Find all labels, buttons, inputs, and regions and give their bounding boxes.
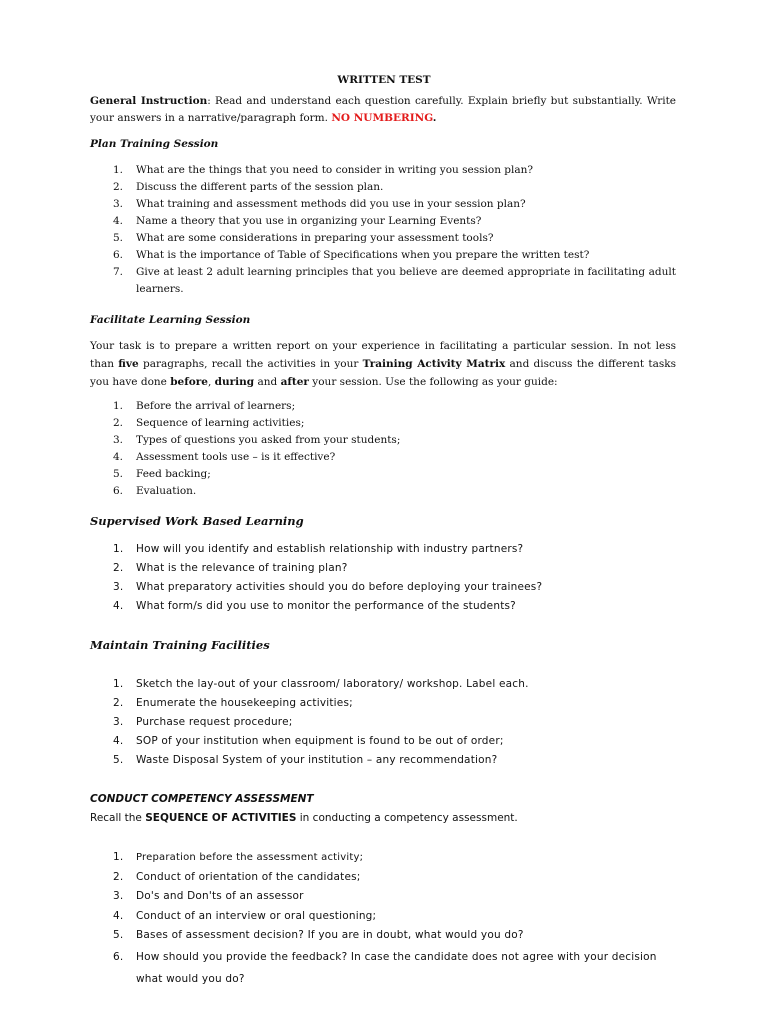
list-item: 2. Enumerate the housekeeping activities; xyxy=(113,697,353,709)
list-item: 4. SOP of your institution when equipment is found to be out of order; xyxy=(113,735,504,747)
list-item: 5. Feed backing; xyxy=(113,468,211,480)
list-item: 1. Preparation before the assessment activity; xyxy=(113,851,364,863)
list-supervised-work xyxy=(90,540,676,616)
section-heading-facilitate-learning: Facilitate Learning Session xyxy=(90,314,251,326)
list-item: 1. How will you identify and establish relationship with industry partners? xyxy=(113,543,524,555)
list-item: 6. Evaluation. xyxy=(113,485,197,497)
list-item: 2. Sequence of learning activities; xyxy=(113,417,305,429)
general-instruction-label: General Instruction xyxy=(90,95,208,107)
list-item: 3. What training and assessment methods did you use in your session plan? xyxy=(113,198,526,210)
section-heading-plan-training: Plan Training Session xyxy=(90,138,219,150)
list-item: 2. What is the relevance of training plan? xyxy=(113,562,348,574)
no-numbering-emphasis: NO NUMBERING xyxy=(331,112,433,124)
list-item: 4. Conduct of an interview or oral questioning; xyxy=(113,909,377,922)
list-item: 3. What preparatory activities should you do before deploying your trainees? xyxy=(113,581,543,593)
list-item: 5. Waste Disposal System of your institution – any recommendation? xyxy=(113,754,498,766)
list-item: 2. Conduct of orientation of the candidates; xyxy=(113,870,361,883)
list-item: 2. Discuss the different parts of the session plan. xyxy=(113,181,384,193)
list-item: 7. Give at least 2 adult learning principles that you believe are deemed appropriate in facilitating adult learners. xyxy=(113,266,676,295)
list-item: 1. What are the things that you need to consider in writing you session plan? xyxy=(113,164,534,176)
list-item: 6. What is the importance of Table of Specifications when you prepare the written test? xyxy=(113,249,590,261)
general-instruction-end: . xyxy=(432,112,437,124)
list-item: 3. Purchase request procedure; xyxy=(113,716,293,728)
list-plan-training xyxy=(90,162,676,298)
list-competency-assessment xyxy=(90,848,676,990)
section-heading-supervised-work: Supervised Work Based Learning xyxy=(90,514,304,528)
section-heading-competency-assessment: CONDUCT COMPETENCY ASSESSMENT xyxy=(90,793,314,805)
list-item: 5. What are some considerations in preparing your assessment tools? xyxy=(113,232,494,244)
general-instruction xyxy=(90,93,676,127)
list-item: 1. Before the arrival of learners; xyxy=(113,400,296,412)
list-item: 4. Name a theory that you use in organizing your Learning Events? xyxy=(113,215,482,227)
list-item: 6. How should you provide the feedback? In case the candidate does not agree with your decision what would you do? xyxy=(113,950,657,985)
list-item: 4. Assessment tools use – is it effective? xyxy=(113,451,336,463)
competency-assessment-intro: Recall the SEQUENCE OF ACTIVITIES in conducting a competency assessment. xyxy=(90,812,518,824)
list-item: 5. Bases of assessment decision? If you are in doubt, what would you do? xyxy=(113,929,524,941)
list-facilitate-learning xyxy=(90,398,676,500)
list-item: 1. Sketch the lay-out of your classroom/ laboratory/ workshop. Label each. xyxy=(113,678,529,690)
section-heading-maintain-facilities: Maintain Training Facilities xyxy=(90,638,270,652)
facilitate-learning-task: Your task is to prepare a written report on your experience in facilitating a particular session. In not less than five paragraphs, recall the activities in your Training Activity Matrix and discuss the different tasks you have done before, during and after your session. Use the following as your guide: xyxy=(90,340,677,388)
list-item: 4. What form/s did you use to monitor the performance of the students? xyxy=(113,600,516,612)
general-instruction-text: : Read and understand each question carefully. Explain briefly but substantially. Write your answers in a narrative/paragraph form. xyxy=(90,95,677,124)
list-item: 3. Types of questions you asked from your students; xyxy=(113,434,401,446)
page-title: WRITTEN TEST xyxy=(337,74,431,86)
list-item: 3. Do's and Don'ts of an assessor xyxy=(113,890,304,902)
list-maintain-facilities xyxy=(90,675,676,770)
